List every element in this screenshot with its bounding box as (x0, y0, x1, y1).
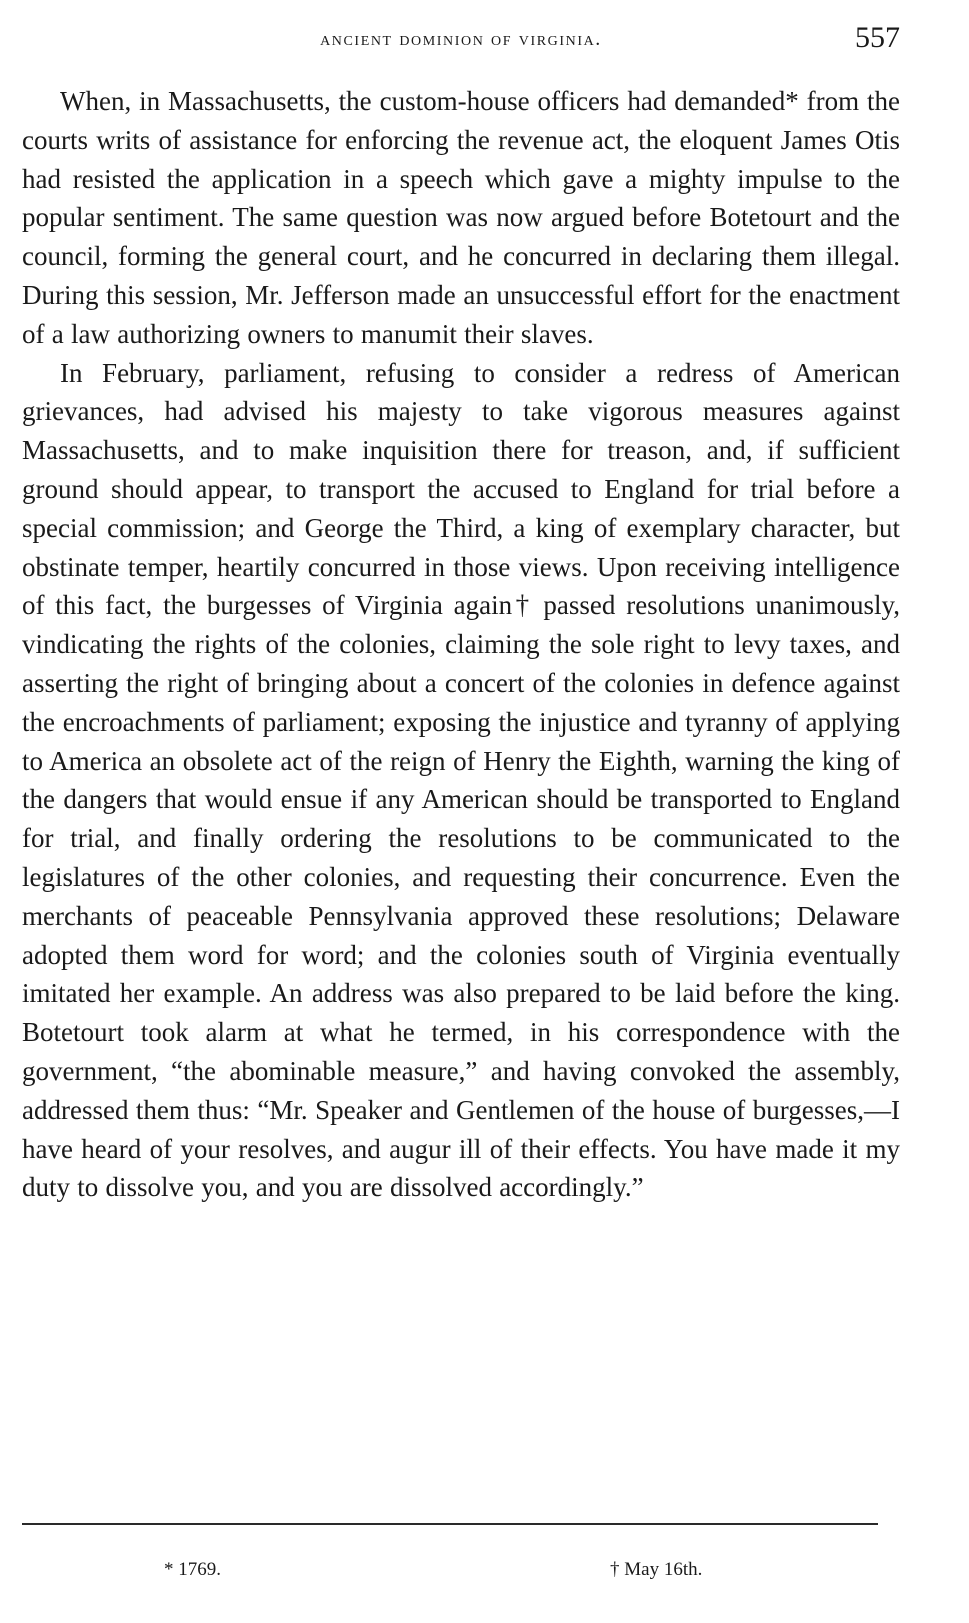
paragraph-otis-writs: When, in Massachusetts, the custom-house officers had demanded* from the courts writs of assistance for enforcing the revenue act, the eloquent James Otis had resisted the application in a speech which gave a mighty impulse to the popular sentiment. The same question was now argued before Botetourt and the council, forming the general court, and he concurred in declaring them illegal. During this session, Mr. Jefferson made an unsuccessful effort for the enactment of a law authorizing owners to manumit their slaves. (22, 86, 900, 349)
page-number: 557 (855, 21, 900, 54)
footnote-dagger: † May 16th. (610, 1559, 703, 1580)
paragraph-virginia-resolutions: In February, parliament, refusing to consider a redress of American grievances, had advised his majesty to take vigorous measures against Massachusetts, and to make inquisition there for treason, and, if sufficient ground should appear, to transport the accused to England for trial before a special commission; and George the Third, a king of exemplary character, but obstinate temper, heartily concurred in those views. Upon receiving intelligence of this fact, the burgesses of Virginia again† passed resolutions unanimously, vindicating the rights of the colonies, claiming the sole right to levy taxes, and asserting the right of bringing about a concert of the colonies in defence against the encroachments of parliament; exposing the injustice and tyranny of applying to America an obsolete act of the reign of Henry the Eighth, warning the king of the dangers that would ensue if any American should be transported to England for trial, and finally ordering the resolutions to be communicated to the legislatures of the other colonies, and requesting their concurrence. Even the merchants of peaceable Pennsylvania approved these resolutions; Delaware adopted them word for word; and the colonies south of Virginia eventually imitated her example. An address was also prepared to be laid before the king. Botetourt took alarm at what he termed, in his correspondence with the government, “the abominable measure,” and having convoked the assembly, addressed them thus: “Mr. Speaker and Gentlemen of the house of burgesses,—I have heard of your resolves, and augur ill of their effects. You have made it my duty to dissolve you, and you are dissolved accordingly.” (22, 357, 900, 1203)
running-title: ancient dominion of virginia. (320, 28, 602, 50)
footnotes (22, 1557, 878, 1587)
footnote-asterisk: * 1769. (164, 1559, 221, 1580)
body-text (22, 82, 900, 1207)
running-head (22, 20, 900, 60)
footnote-divider (22, 1523, 878, 1525)
